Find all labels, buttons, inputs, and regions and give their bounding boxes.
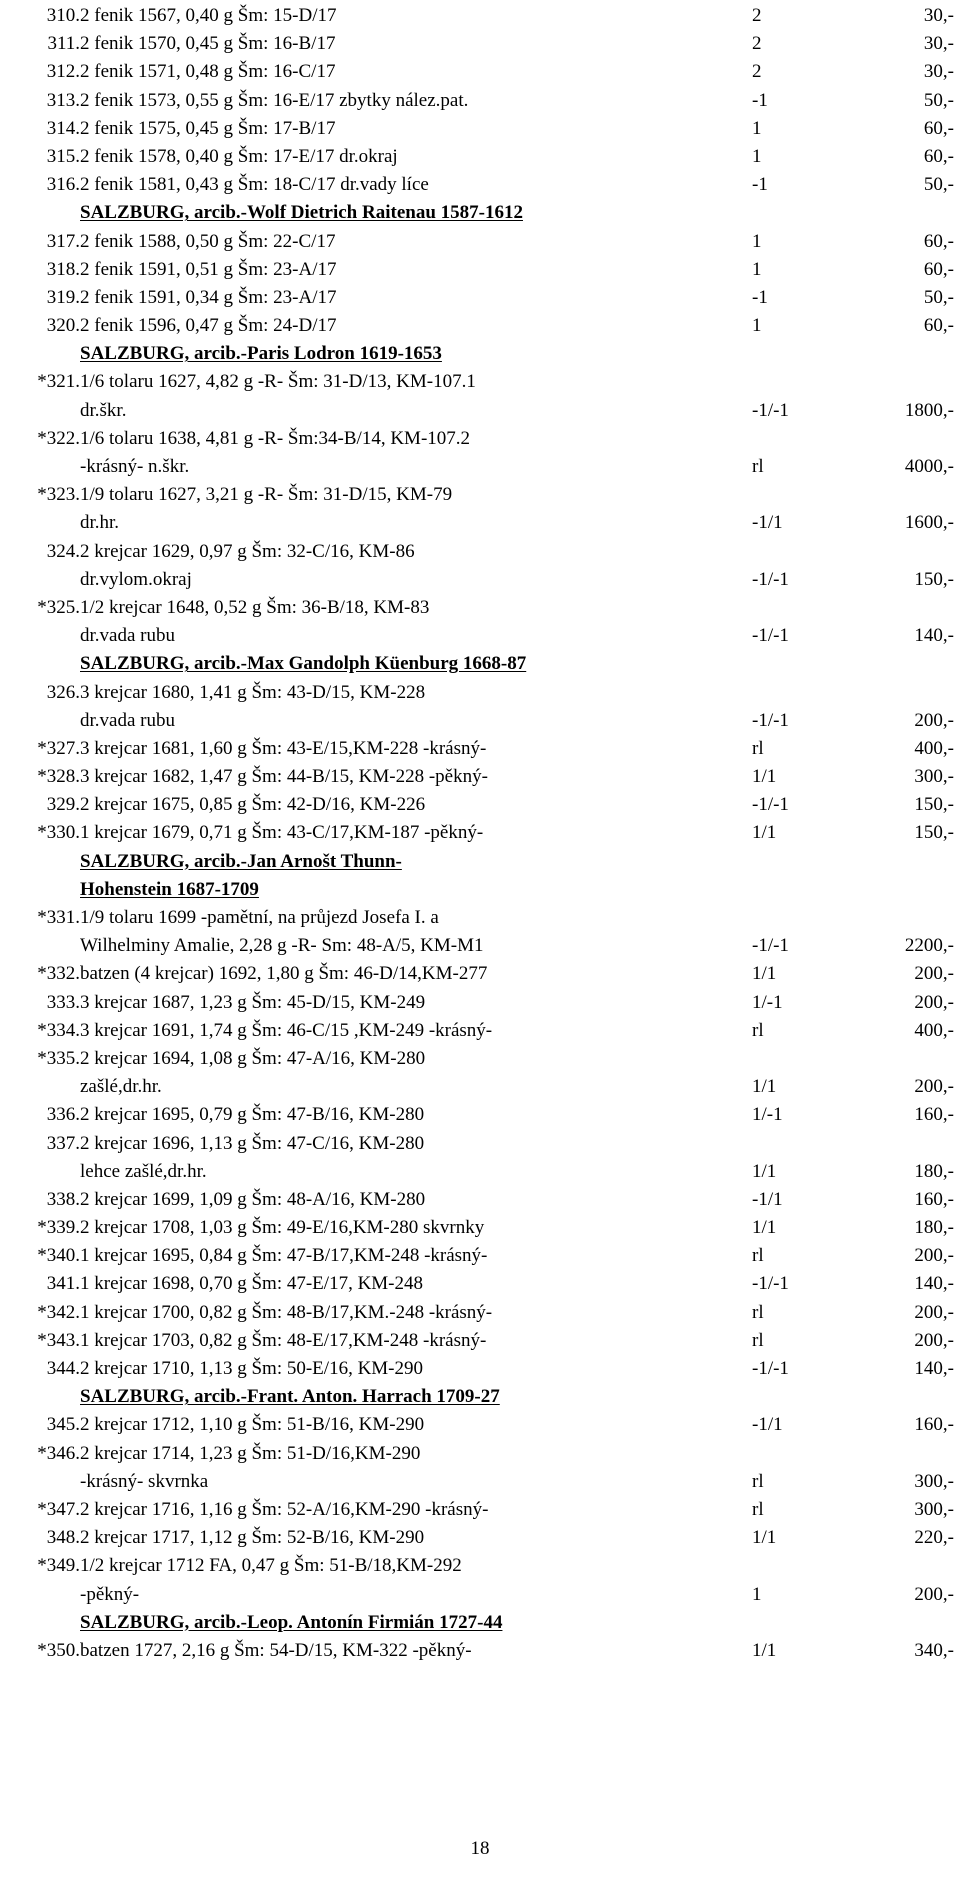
item-price: 400,- — [914, 737, 954, 759]
item-description: 2 fenik 1581, 0,43 g Šm: 18-C/17 dr.vady líce — [80, 174, 429, 196]
item-price: 200,- — [914, 1301, 954, 1323]
catalog-row — [0, 1017, 960, 1045]
catalog-row — [0, 1158, 960, 1186]
item-grade: 1/1 — [752, 1217, 777, 1239]
item-price: 140,- — [914, 1273, 954, 1295]
item-description: 2 krejcar 1714, 1,23 g Šm: 51-D/16,KM-290 — [80, 1442, 421, 1464]
item-grade: 1 — [752, 230, 762, 252]
item-grade: 1/1 — [752, 963, 777, 985]
lot-number: *350. — [37, 1639, 80, 1661]
item-price: 300,- — [914, 1498, 954, 1520]
item-price: 150,- — [914, 794, 954, 816]
item-grade: rl — [752, 1019, 764, 1041]
item-description: 1/6 tolaru 1638, 4,81 g -R- Šm:34-B/14, KM-107.2 — [80, 427, 471, 449]
lot-number: *335. — [37, 1047, 80, 1069]
item-grade: -1 — [752, 174, 768, 196]
item-price: 60,- — [923, 315, 954, 337]
item-grade: 1 — [752, 1583, 762, 1605]
lot-number: 311. — [47, 33, 80, 55]
lot-number: 314. — [46, 117, 80, 139]
lot-number: *340. — [37, 1245, 80, 1267]
lot-number: *322. — [37, 427, 80, 449]
item-grade: rl — [752, 1498, 764, 1520]
section-heading — [0, 1609, 960, 1637]
lot-number: 333. — [46, 991, 80, 1013]
item-description: 1/6 tolaru 1627, 4,82 g -R- Šm: 31-D/13, KM-107.1 — [80, 371, 476, 393]
lot-number: 348. — [46, 1527, 80, 1549]
catalog-row — [0, 2, 960, 30]
lot-number: *347. — [37, 1498, 80, 1520]
item-description: 2 krejcar 1710, 1,13 g Šm: 50-E/16, KM-290 — [80, 1358, 424, 1379]
item-grade: -1/-1 — [752, 568, 789, 590]
item-price: 150,- — [914, 822, 954, 844]
item-grade: rl — [752, 1470, 764, 1492]
item-description: 1/2 krejcar 1648, 0,52 g Šm: 36-B/18, KM-83 — [80, 596, 430, 618]
catalog-row — [0, 763, 960, 791]
catalog-row — [0, 538, 960, 566]
item-grade: -1/-1 — [752, 399, 789, 421]
item-price: 30,- — [923, 5, 954, 26]
catalog-row — [0, 284, 960, 312]
item-grade: -1/-1 — [752, 935, 789, 957]
catalog-row — [0, 904, 960, 932]
item-description: 2 krejcar 1694, 1,08 g Šm: 47-A/16, KM-280 — [80, 1047, 426, 1069]
section-title: SALZBURG, arcib.-Wolf Dietrich Raitenau 1587-1612 — [80, 202, 523, 224]
catalog-row — [0, 1552, 960, 1580]
item-description: 2 fenik 1571, 0,48 g Šm: 16-C/17 — [80, 61, 336, 83]
catalog-row — [0, 1045, 960, 1073]
lot-number: 326. — [46, 681, 80, 703]
item-description: 3 krejcar 1691, 1,74 g Šm: 46-C/15 ,KM-249 -krásný- — [80, 1019, 493, 1041]
catalog-row — [0, 989, 960, 1017]
item-description: 3 krejcar 1681, 1,60 g Šm: 43-E/15,KM-228 -krásný- — [80, 737, 487, 759]
item-description: 2 krejcar 1716, 1,16 g Šm: 52-A/16,KM-290 -krásný- — [80, 1498, 489, 1520]
item-description: 1/9 tolaru 1627, 3,21 g -R- Šm: 31-D/15, KM-79 — [80, 484, 453, 506]
item-grade: -1 — [752, 286, 768, 308]
item-description: 3 krejcar 1680, 1,41 g Šm: 43-D/15, KM-228 — [80, 681, 426, 703]
lot-number: *325. — [37, 596, 80, 618]
item-price: 140,- — [914, 625, 954, 647]
catalog-row — [0, 679, 960, 707]
catalog-row — [0, 1440, 960, 1468]
item-description: 2 fenik 1591, 0,51 g Šm: 23-A/17 — [80, 258, 337, 280]
catalog-row — [0, 594, 960, 622]
item-grade: -1/-1 — [752, 794, 789, 816]
catalog-row — [0, 1411, 960, 1439]
item-price: 60,- — [923, 230, 954, 252]
lot-number: 345. — [46, 1414, 80, 1436]
lot-number: *323. — [37, 484, 80, 506]
page-number: 18 — [470, 1838, 490, 1859]
catalog-row — [0, 1637, 960, 1665]
catalog-row — [0, 87, 960, 115]
catalog-row — [0, 1101, 960, 1129]
lot-number: 313. — [46, 89, 80, 111]
item-price: 200,- — [914, 991, 954, 1013]
item-price: 200,- — [914, 1583, 954, 1605]
item-grade: 1/1 — [752, 1160, 777, 1182]
section-title: SALZBURG, arcib.-Jan Arnošt Thunn- — [80, 850, 402, 872]
catalog-row — [0, 819, 960, 847]
catalog-row — [0, 256, 960, 284]
item-description: 2 fenik 1567, 0,40 g Šm: 15-D/17 — [80, 5, 337, 26]
lot-number: *334. — [37, 1019, 80, 1041]
lot-number: 336. — [46, 1104, 80, 1126]
section-title: SALZBURG, arcib.-Frant. Anton. Harrach 1709-27 — [80, 1386, 500, 1408]
item-grade: 1 — [752, 145, 762, 167]
section-heading — [0, 876, 960, 904]
catalog-row — [0, 1242, 960, 1270]
catalog-row — [0, 1581, 960, 1609]
lot-number: *346. — [37, 1442, 80, 1464]
catalog-row — [0, 1355, 960, 1383]
catalog-row — [0, 932, 960, 960]
item-price: 30,- — [923, 61, 954, 83]
catalog-row — [0, 368, 960, 396]
item-price: 150,- — [914, 568, 954, 590]
catalog-row — [0, 1186, 960, 1214]
item-grade: -1/1 — [752, 1188, 783, 1210]
section-title: SALZBURG, arcib.-Paris Lodron 1619-1653 — [80, 343, 442, 365]
item-description: 2 krejcar 1675, 0,85 g Šm: 42-D/16, KM-226 — [80, 794, 426, 816]
section-title: SALZBURG, arcib.-Max Gandolph Küenburg 1668-87 — [80, 653, 527, 675]
item-description: -pěkný- — [80, 1583, 140, 1605]
item-description: 1/9 tolaru 1699 -pamětní, na průjezd Josefa I. a — [80, 907, 439, 928]
item-grade: rl — [752, 1301, 764, 1323]
catalog-row — [0, 1468, 960, 1496]
item-description: 3 krejcar 1687, 1,23 g Šm: 45-D/15, KM-249 — [80, 991, 426, 1013]
catalog-row — [0, 1496, 960, 1524]
item-grade: -1/-1 — [752, 1273, 789, 1295]
item-grade: 2 — [752, 61, 762, 83]
item-price: 50,- — [923, 89, 954, 111]
catalog-row — [0, 453, 960, 481]
lot-number: *343. — [37, 1329, 80, 1351]
item-price: 300,- — [914, 1470, 954, 1492]
catalog-row — [0, 566, 960, 594]
item-price: 200,- — [914, 709, 954, 731]
lot-number: 319. — [46, 286, 80, 308]
item-grade: -1/1 — [752, 512, 783, 534]
item-description: dr.hr. — [80, 512, 120, 534]
section-heading — [0, 340, 960, 368]
section-heading — [0, 199, 960, 227]
item-description: 2 fenik 1578, 0,40 g Šm: 17-E/17 dr.okraj — [80, 145, 398, 167]
item-price: 200,- — [914, 1329, 954, 1351]
item-description: 2 fenik 1575, 0,45 g Šm: 17-B/17 — [80, 117, 336, 139]
item-description: 2 krejcar 1695, 0,79 g Šm: 47-B/16, KM-280 — [80, 1104, 425, 1126]
catalog-row — [0, 143, 960, 171]
item-price: 50,- — [923, 286, 954, 308]
item-grade: -1/-1 — [752, 625, 789, 647]
item-grade: 1/-1 — [752, 991, 783, 1013]
section-heading — [0, 650, 960, 678]
catalog-row — [0, 1130, 960, 1158]
lot-number: *332. — [37, 963, 80, 985]
item-description: Wilhelminy Amalie, 2,28 g -R- Sm: 48-A/5, KM-M1 — [80, 935, 484, 957]
item-description: 2 krejcar 1629, 0,97 g Šm: 32-C/16, KM-86 — [80, 540, 415, 562]
catalog-row — [0, 397, 960, 425]
item-price: 50,- — [923, 174, 954, 196]
catalog-row — [0, 1299, 960, 1327]
catalog-row — [0, 1327, 960, 1355]
item-grade: -1/-1 — [752, 1358, 789, 1379]
section-heading — [0, 848, 960, 876]
item-price: 1600,- — [904, 512, 954, 534]
item-description: 1/2 krejcar 1712 FA, 0,47 g Šm: 51-B/18,KM-292 — [80, 1555, 462, 1577]
item-description: batzen 1727, 2,16 g Šm: 54-D/15, KM-322 -pěkný- — [80, 1639, 472, 1661]
catalog-row — [0, 1270, 960, 1298]
item-description: 2 krejcar 1712, 1,10 g Šm: 51-B/16, KM-290 — [80, 1414, 425, 1436]
section-title: SALZBURG, arcib.-Leop. Antonín Firmián 1727-44 — [80, 1611, 503, 1633]
catalog-row — [0, 735, 960, 763]
item-price: 400,- — [914, 1019, 954, 1041]
lot-number: *327. — [37, 737, 80, 759]
catalog-row — [0, 171, 960, 199]
item-description: 2 fenik 1570, 0,45 g Šm: 16-B/17 — [80, 33, 336, 55]
item-grade: 1/1 — [752, 1527, 777, 1549]
catalog-row — [0, 509, 960, 537]
item-price: 160,- — [914, 1414, 954, 1436]
catalog-row — [0, 58, 960, 86]
item-price: 200,- — [914, 1076, 954, 1098]
lot-number: 310. — [46, 5, 80, 26]
item-price: 2200,- — [904, 935, 954, 957]
section-title: Hohenstein 1687-1709 — [80, 878, 259, 900]
catalog-row — [0, 622, 960, 650]
item-description: 1 krejcar 1695, 0,84 g Šm: 47-B/17,KM-248 -krásný- — [80, 1245, 488, 1267]
catalog-row — [0, 481, 960, 509]
item-grade: -1/1 — [752, 1414, 783, 1436]
lot-number: 344. — [46, 1358, 80, 1379]
section-heading — [0, 1383, 960, 1411]
catalog-row — [0, 1073, 960, 1101]
item-price: 200,- — [914, 963, 954, 985]
lot-number: 318. — [46, 258, 80, 280]
item-price: 160,- — [914, 1188, 954, 1210]
catalog-row — [0, 791, 960, 819]
item-description: batzen (4 krejcar) 1692, 1,80 g Šm: 46-D/14,KM-277 — [80, 963, 488, 985]
catalog-row — [0, 228, 960, 256]
catalog-list — [0, 2, 960, 1665]
item-grade: 1/1 — [752, 1639, 777, 1661]
lot-number: 320. — [46, 315, 80, 337]
catalog-row — [0, 707, 960, 735]
lot-number: *330. — [37, 822, 80, 844]
lot-number: 315. — [46, 145, 80, 167]
lot-number: 324. — [46, 540, 80, 562]
item-grade: 1 — [752, 117, 762, 139]
item-grade: rl — [752, 1245, 764, 1267]
item-price: 180,- — [914, 1160, 954, 1182]
item-description: 2 fenik 1591, 0,34 g Šm: 23-A/17 — [80, 286, 337, 308]
item-grade: 1/1 — [752, 766, 777, 788]
item-description: dr.vada rubu — [80, 709, 175, 731]
item-price: 30,- — [923, 33, 954, 55]
item-price: 180,- — [914, 1217, 954, 1239]
item-grade: rl — [752, 1329, 764, 1351]
catalog-row — [0, 30, 960, 58]
item-description: -krásný- skvrnka — [80, 1470, 209, 1492]
lot-number: 317. — [46, 230, 80, 252]
item-grade: 1 — [752, 258, 762, 280]
lot-number: *349. — [37, 1555, 80, 1577]
lot-number: 338. — [46, 1188, 80, 1210]
item-grade: rl — [752, 737, 764, 759]
item-description: dr.škr. — [80, 399, 127, 421]
lot-number: *321. — [37, 371, 80, 393]
lot-number: 337. — [46, 1132, 80, 1154]
catalog-row — [0, 312, 960, 340]
item-grade: -1/-1 — [752, 709, 789, 731]
item-description: dr.vada rubu — [80, 625, 175, 647]
item-description: 3 krejcar 1682, 1,47 g Šm: 44-B/15, KM-228 -pěkný- — [80, 766, 488, 788]
item-price: 60,- — [923, 258, 954, 280]
item-description: 1 krejcar 1703, 0,82 g Šm: 48-E/17,KM-248 -krásný- — [80, 1329, 487, 1351]
item-description: lehce zašlé,dr.hr. — [80, 1160, 207, 1182]
catalog-row — [0, 1524, 960, 1552]
item-grade: 1/1 — [752, 822, 777, 844]
item-price: 4000,- — [904, 456, 954, 477]
item-price: 200,- — [914, 1245, 954, 1267]
item-description: 1 krejcar 1700, 0,82 g Šm: 48-B/17,KM.-248 -krásný- — [80, 1301, 493, 1323]
item-grade: 1/-1 — [752, 1104, 783, 1126]
lot-number: 316. — [46, 174, 80, 196]
item-grade: 1 — [752, 315, 762, 337]
item-price: 60,- — [923, 117, 954, 139]
catalog-row — [0, 115, 960, 143]
item-description: 2 fenik 1573, 0,55 g Šm: 16-E/17 zbytky nález.pat. — [80, 89, 469, 111]
item-description: 2 krejcar 1717, 1,12 g Šm: 52-B/16, KM-290 — [80, 1527, 425, 1549]
item-description: dr.vylom.okraj — [80, 568, 192, 590]
item-description: 1 krejcar 1698, 0,70 g Šm: 47-E/17, KM-248 — [80, 1273, 424, 1295]
item-description: 2 krejcar 1699, 1,09 g Šm: 48-A/16, KM-280 — [80, 1188, 426, 1210]
item-grade: 1/1 — [752, 1076, 777, 1098]
item-price: 300,- — [914, 766, 954, 788]
lot-number: 341. — [46, 1273, 80, 1295]
item-description: 2 fenik 1596, 0,47 g Šm: 24-D/17 — [80, 315, 337, 337]
item-grade: 2 — [752, 33, 762, 55]
item-grade: 2 — [752, 5, 762, 26]
item-grade: rl — [752, 456, 764, 477]
lot-number: 329. — [46, 794, 80, 816]
item-description: 2 krejcar 1708, 1,03 g Šm: 49-E/16,KM-280 skvrnky — [80, 1217, 485, 1239]
item-price: 340,- — [914, 1639, 954, 1661]
item-grade: -1 — [752, 89, 768, 111]
catalog-row — [0, 960, 960, 988]
item-price: 160,- — [914, 1104, 954, 1126]
lot-number: *331. — [37, 907, 80, 928]
item-description: -krásný- n.škr. — [80, 456, 190, 477]
item-description: zašlé,dr.hr. — [80, 1076, 162, 1098]
item-description: 2 krejcar 1696, 1,13 g Šm: 47-C/16, KM-280 — [80, 1132, 425, 1154]
item-price: 1800,- — [904, 399, 954, 421]
lot-number: 312. — [46, 61, 80, 83]
lot-number: *339. — [37, 1217, 80, 1239]
item-price: 140,- — [914, 1358, 954, 1379]
catalog-row — [0, 1214, 960, 1242]
item-description: 2 fenik 1588, 0,50 g Šm: 22-C/17 — [80, 230, 336, 252]
item-price: 220,- — [914, 1527, 954, 1549]
catalog-row — [0, 425, 960, 453]
item-price: 60,- — [923, 145, 954, 167]
item-description: 1 krejcar 1679, 0,71 g Šm: 43-C/17,KM-187 -pěkný- — [80, 822, 484, 844]
lot-number: *328. — [37, 766, 80, 788]
lot-number: *342. — [37, 1301, 80, 1323]
